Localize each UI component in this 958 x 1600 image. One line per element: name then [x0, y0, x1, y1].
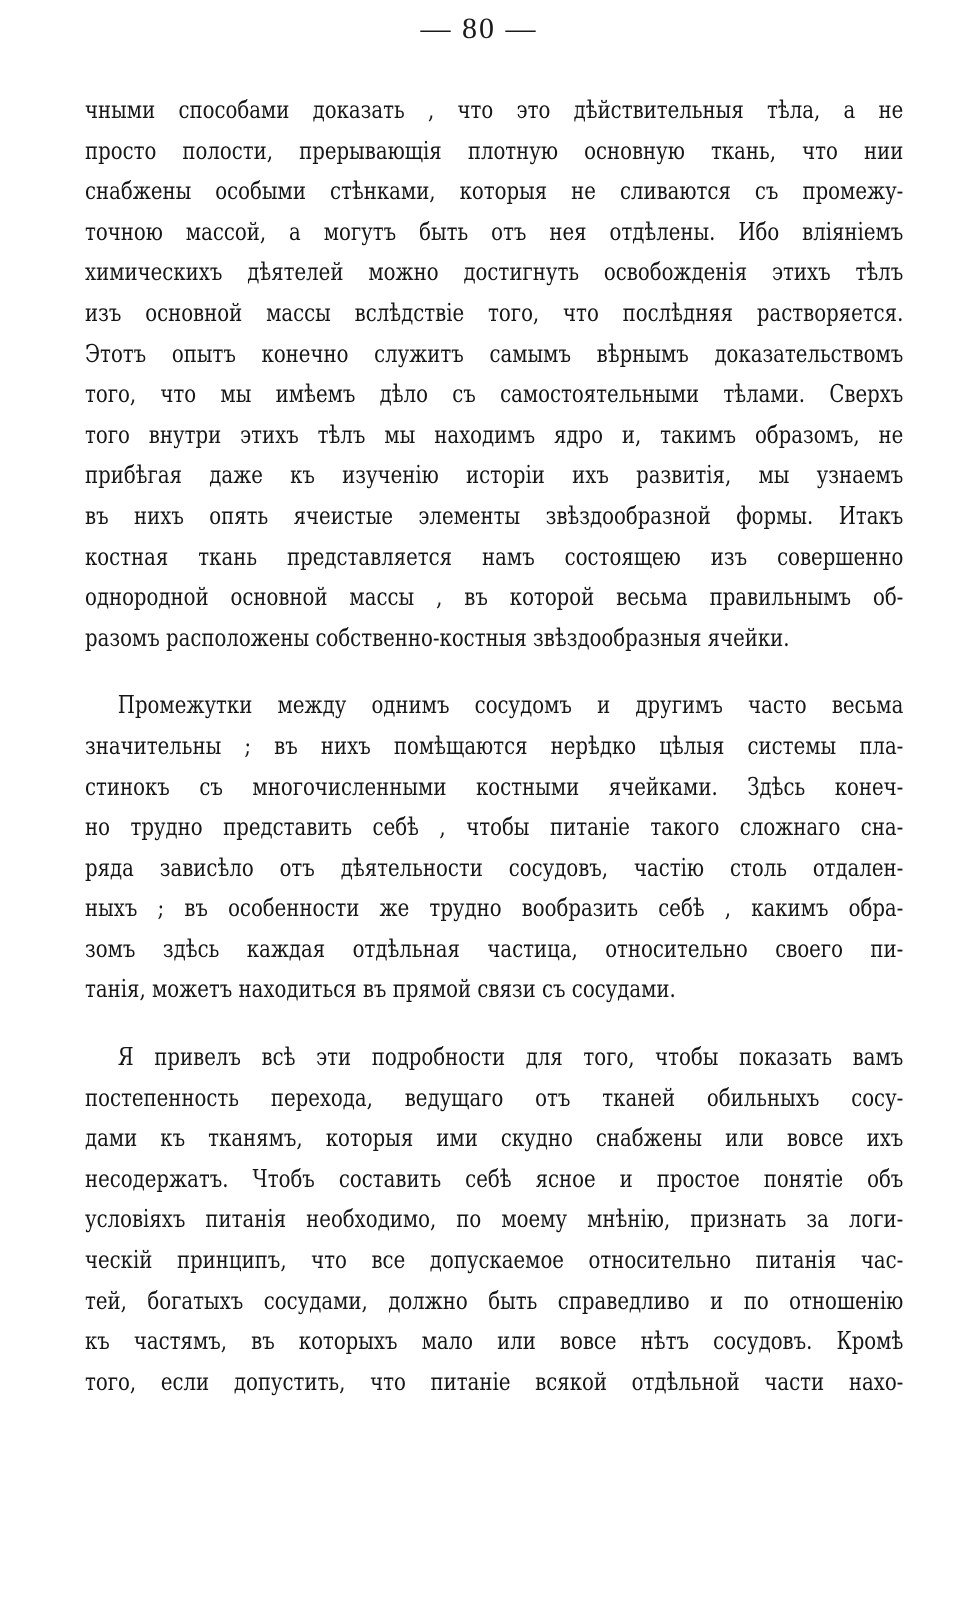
text-line: несодержатъ. Чтобъ составить себѣ ясное и простое понятіе объ: [85, 1164, 904, 1193]
text-line: въ нихъ опять ячеистые элементы звѣздообразной формы. Итакъ: [85, 501, 904, 530]
text-line: чными способами доказать , что это дѣйствительныя тѣла, а не: [85, 96, 904, 124]
text-line: снабжены особыми стѣнками, которыя не сливаются съ промежу-: [85, 177, 904, 206]
text-line: ныхъ ; въ особенности же трудно вообразить себѣ , какимъ обра-: [85, 894, 904, 923]
text-line: тей, богатыхъ сосудами, должно быть справедливо и по отношенію: [85, 1286, 904, 1315]
text-line: химическихъ дѣятелей можно достигнуть освобожденія этихъ тѣлъ: [85, 258, 904, 287]
text-line: условіяхъ питанія необходимо, по моему мнѣнію, признать за логи-: [85, 1205, 904, 1234]
text-line: костная ткань представляется намъ состоящею изъ совершенно: [85, 542, 904, 571]
text-line: того, что мы имѣемъ дѣло съ самостоятельными тѣлами. Сверхъ: [85, 380, 904, 409]
text-line: Этотъ опытъ конечно служитъ самымъ вѣрнымъ доказательствомъ: [85, 339, 904, 368]
paragraph-2: [85, 685, 903, 1010]
text-line: зомъ здѣсь каждая отдѣльная частица, относительно своего пи-: [85, 934, 904, 963]
text-line: Я привелъ всѣ эти подробности для того, чтобы показать вамъ: [117, 1043, 904, 1072]
text-line: Промежутки между однимъ сосудомъ и другимъ часто весьма: [117, 691, 904, 720]
text-line: того внутри этихъ тѣлъ мы находимъ ядро и, такимъ образомъ, не: [85, 420, 904, 449]
text-line: просто полости, прерывающія плотную основную ткань, что нии: [85, 136, 904, 165]
text-line: однородной основной массы , въ которой весьма правильнымъ об-: [85, 583, 904, 612]
page-body: [85, 90, 903, 1402]
paragraph-1: [85, 90, 903, 658]
text-line: стинокъ съ многочисленными костными ячейками. Здѣсь конеч-: [85, 772, 904, 801]
text-line: танія, можетъ находиться въ прямой связи съ сосудами.: [85, 975, 676, 1004]
text-line: изъ основной массы вслѣдствіе того, что послѣдняя растворяется.: [85, 298, 904, 327]
text-line: къ частямъ, въ которыхъ мало или вовсе нѣтъ сосудовъ. Кромѣ: [85, 1327, 904, 1356]
text-line: но трудно представить себѣ , чтобы питаніе такого сложнаго сна-: [85, 813, 904, 842]
text-line: ряда зависѣло отъ дѣятельности сосудовъ, частію столь отдален-: [85, 853, 904, 882]
text-line: ческій принципъ, что все допускаемое относительно питанія час-: [85, 1246, 904, 1275]
text-line: того, если допустить, что питаніе всякой отдѣльной части нахо-: [85, 1367, 904, 1396]
text-line: дами къ тканямъ, которыя ими скудно снабжены или вовсе ихъ: [85, 1124, 904, 1153]
text-line: значительны ; въ нихъ помѣщаются нерѣдко цѣлыя системы пла-: [85, 731, 904, 760]
paragraph-3: [85, 1037, 903, 1402]
text-line: разомъ расположены собственно-костныя звѣздообразныя ячейки.: [85, 623, 790, 652]
page-number: — 80 —: [420, 12, 538, 45]
text-line: постепенность перехода, ведущаго отъ тканей обильныхъ сосу-: [85, 1083, 904, 1112]
text-line: прибѣгая даже къ изученію исторіи ихъ развитія, мы узнаемъ: [85, 461, 904, 490]
text-line: точною массой, а могутъ быть отъ нея отдѣлены. Ибо вліяніемъ: [85, 217, 904, 246]
